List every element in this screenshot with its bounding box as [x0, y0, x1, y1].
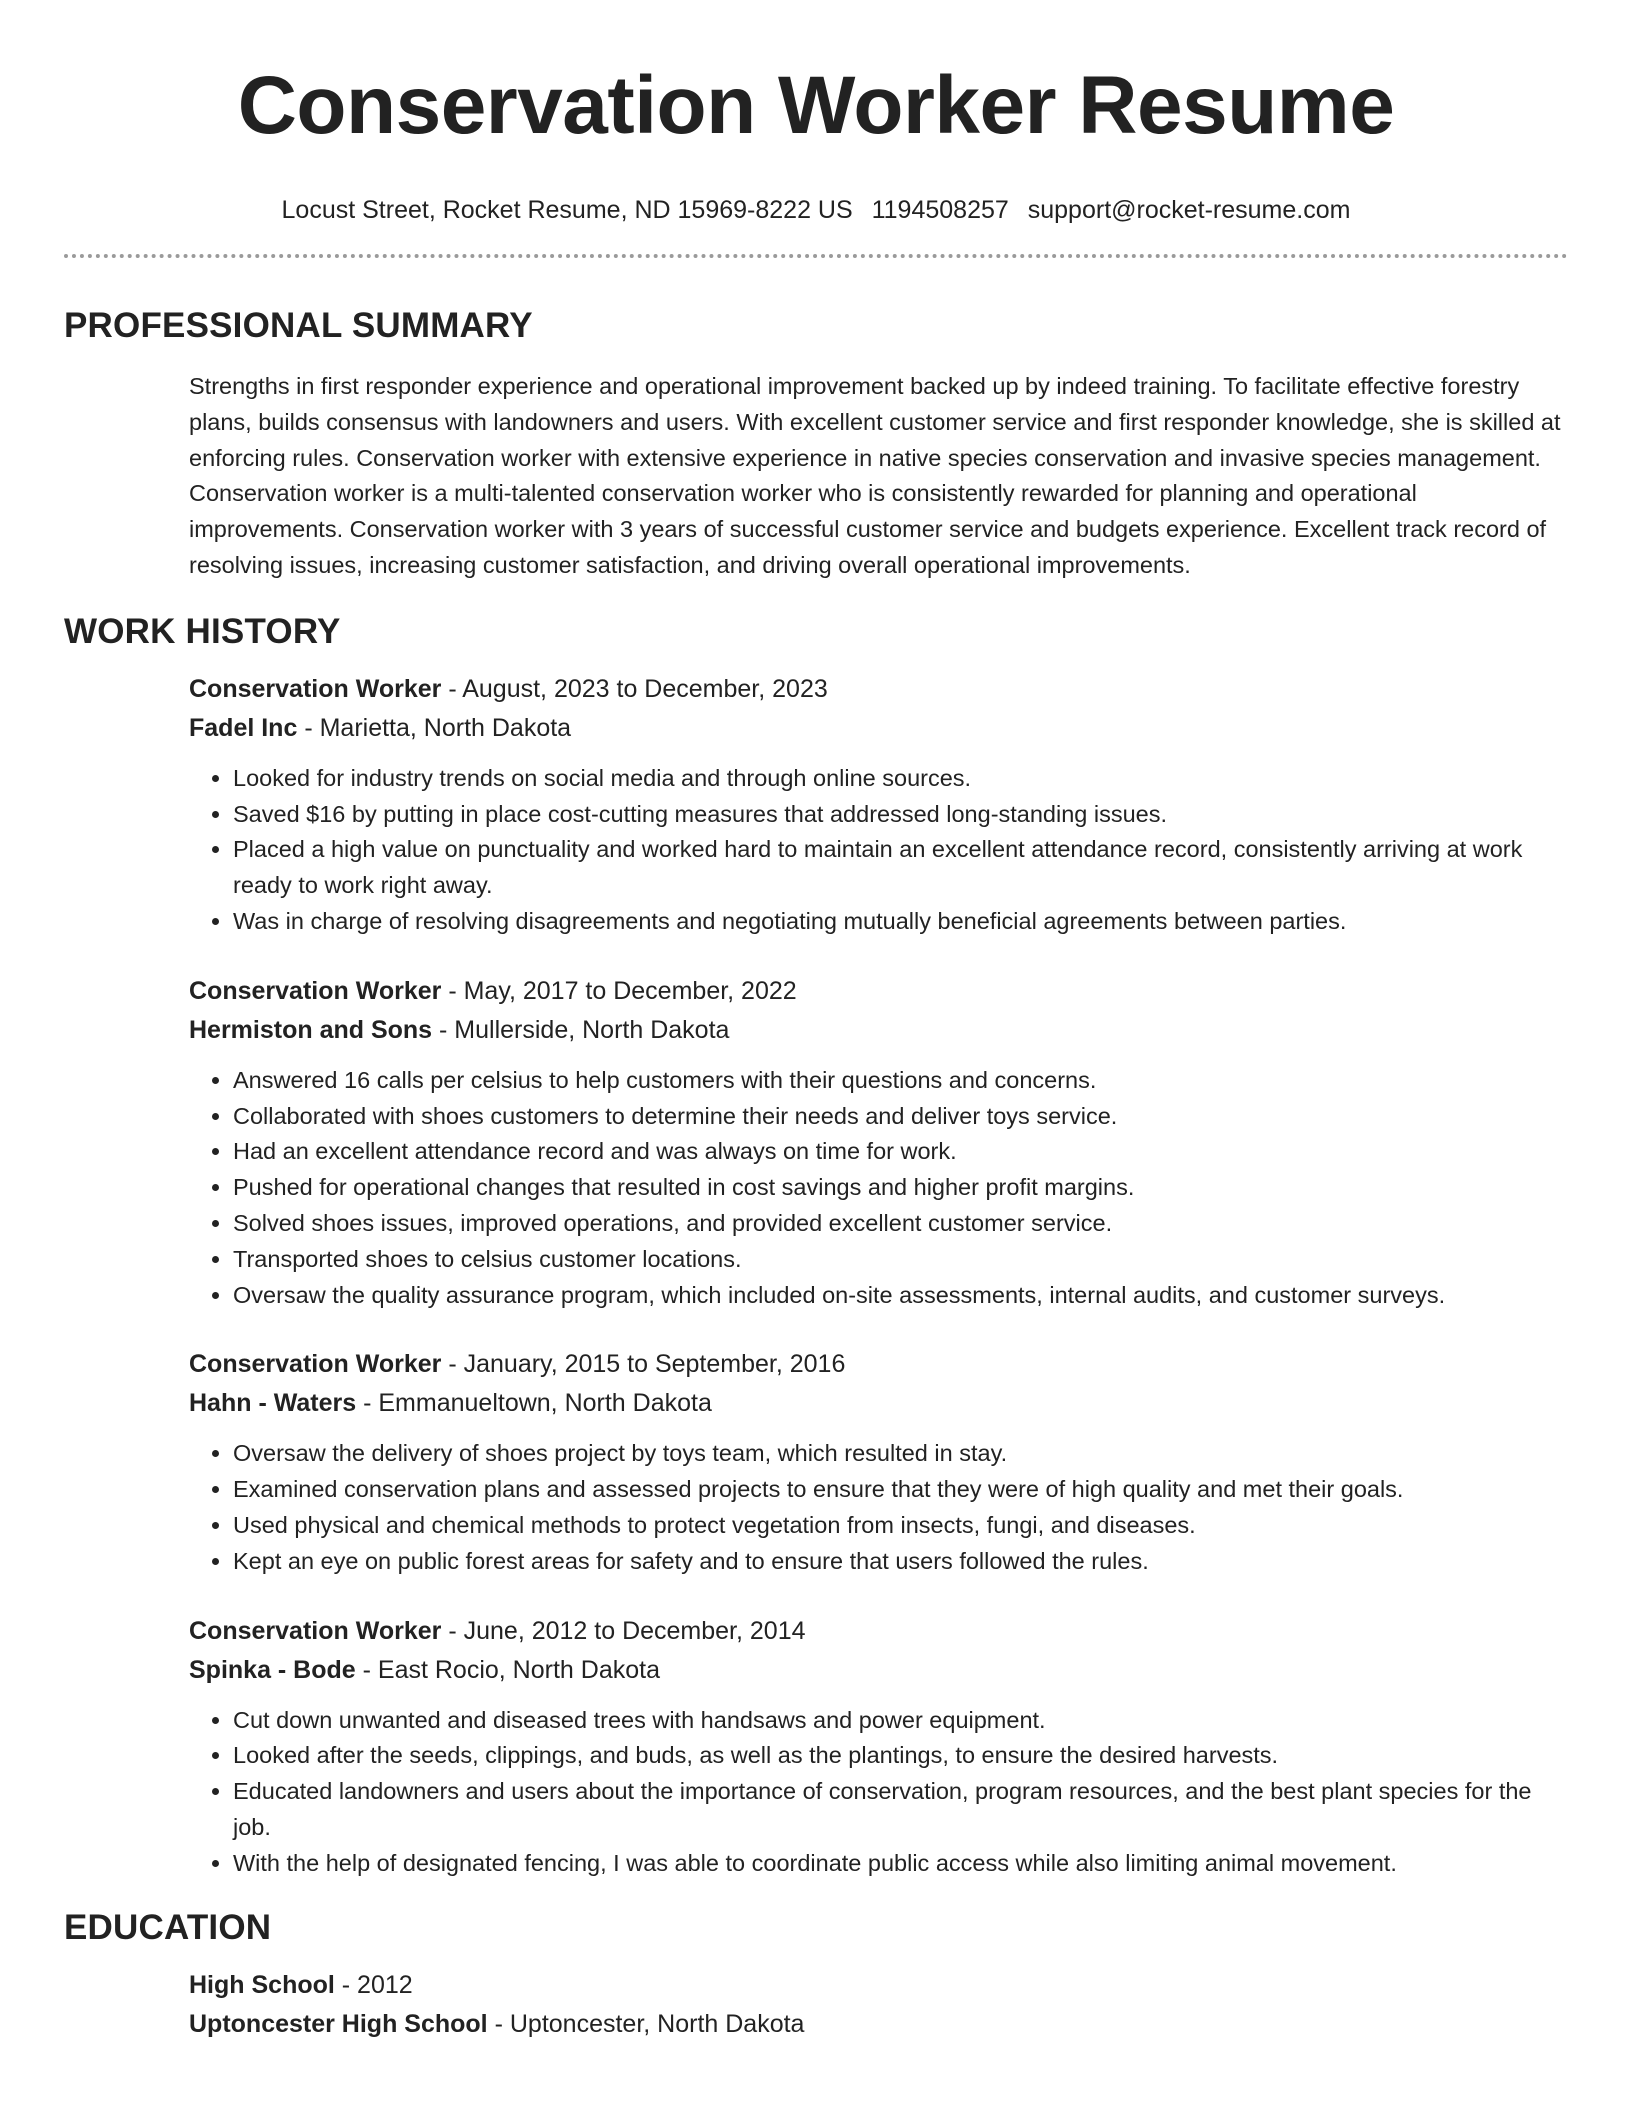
job-entry	[189, 1612, 1568, 1882]
job-role-line	[189, 1612, 1568, 1651]
job-role-line	[189, 1345, 1568, 1384]
resume-title: Conservation Worker Resume	[237, 60, 1395, 151]
job-dates: - January, 2015 to September, 2016	[441, 1350, 846, 1379]
job-location: - Marietta, North Dakota	[297, 713, 572, 742]
job-location: - Emmanueltown, North Dakota	[356, 1389, 712, 1418]
job-company-line	[189, 1011, 1568, 1050]
job-bullet: • Answered 16 calls per celsius to help customers with their questions and concerns.	[233, 1063, 1568, 1099]
section-title-summary: PROFESSIONAL SUMMARY	[64, 306, 533, 345]
job-bullet: • Kept an eye on public forest areas for safety and to ensure that users followed the rules.	[233, 1544, 1568, 1580]
summary-text: Strengths in first responder experience and operational improvement backed up by indeed training. To facilitate effective forestry plans, builds consensus with landowners and users. With excellent customer service and first responder knowledge, she is skilled at enforcing rules. Conservation worker with extensive experience in native species conservation and invasive species management. Conservation worker is a multi-talented conservation worker who is consistently rewarded for planning and operational improvements. Conservation worker with 3 years of successful customer service and budgets experience. Excellent track record of resolving issues, increasing customer satisfaction, and driving overall operational improvements.	[189, 373, 1561, 578]
job-bullet: • Looked for industry trends on social media and through online sources.	[233, 761, 1568, 797]
job-role: Conservation Worker	[189, 1350, 442, 1379]
job-company-line	[189, 1651, 1568, 1690]
work-history-section	[189, 670, 1568, 1882]
education-school-line	[189, 2005, 1568, 2044]
job-bullet: • Cut down unwanted and diseased trees with handsaws and power equipment.	[233, 1703, 1568, 1739]
education-school: Uptoncester High School	[189, 2009, 488, 2038]
job-bullet: • With the help of designated fencing, I was able to coordinate public access while also limiting animal movement.	[233, 1846, 1568, 1882]
job-role: Conservation Worker	[189, 1616, 442, 1645]
job-entry	[189, 670, 1568, 940]
job-dates: - May, 2017 to December, 2022	[441, 976, 797, 1005]
job-bullet-list	[189, 1436, 1568, 1579]
job-bullet: • Saved $16 by putting in place cost-cutting measures that addressed long-standing issues.	[233, 797, 1568, 833]
job-bullet: • Used physical and chemical methods to protect vegetation from insects, fungi, and diseases.	[233, 1508, 1568, 1544]
job-entry	[189, 972, 1568, 1314]
job-bullet: • Oversaw the quality assurance program, which included on-site assessments, internal audits, and customer surveys.	[233, 1278, 1568, 1314]
job-bullet: • Transported shoes to celsius customer locations.	[233, 1242, 1568, 1278]
section-title-education: EDUCATION	[64, 1907, 272, 1947]
summary-section	[189, 369, 1568, 584]
job-bullet: • Looked after the seeds, clippings, and buds, as well as the plantings, to ensure the desired harvests.	[233, 1738, 1568, 1774]
job-dates: - June, 2012 to December, 2014	[441, 1616, 806, 1645]
section-title-work-history: WORK HISTORY	[64, 611, 341, 651]
job-company: Hahn - Waters	[189, 1389, 357, 1418]
job-entry	[189, 1345, 1568, 1579]
education-year: - 2012	[334, 1970, 413, 1999]
job-bullet: • Oversaw the delivery of shoes project by toys team, which resulted in stay.	[233, 1436, 1568, 1472]
contact-phone: 1194508257	[871, 196, 1009, 224]
education-location: - Uptoncester, North Dakota	[487, 2009, 805, 2038]
contact-line	[64, 194, 1568, 226]
job-role: Conservation Worker	[189, 674, 442, 703]
education-degree-line	[189, 1966, 1568, 2005]
job-bullet: • Solved shoes issues, improved operations, and provided excellent customer service.	[233, 1206, 1568, 1242]
job-company-line	[189, 1384, 1568, 1423]
job-role-line	[189, 670, 1568, 709]
job-bullet: • Examined conservation plans and assessed projects to ensure that they were of high quality and met their goals.	[233, 1472, 1568, 1508]
header-divider	[64, 254, 1568, 258]
job-bullet-list	[189, 1703, 1568, 1882]
contact-email: support@rocket-resume.com	[1027, 196, 1351, 224]
job-company-line	[189, 709, 1568, 748]
job-bullet: • Collaborated with shoes customers to determine their needs and deliver toys service.	[233, 1099, 1568, 1135]
job-bullet: • Placed a high value on punctuality and worked hard to maintain an excellent attendance record, consistently arriving at work ready to work right away.	[233, 832, 1568, 904]
job-dates: - August, 2023 to December, 2023	[441, 674, 828, 703]
contact-address: Locust Street, Rocket Resume, ND 15969-8222 US	[281, 196, 853, 224]
job-bullet: • Educated landowners and users about the importance of conservation, program resources, and the best plant species for the job.	[233, 1774, 1568, 1846]
job-company: Fadel Inc	[189, 713, 298, 742]
job-company: Spinka - Bode	[189, 1655, 356, 1684]
job-company: Hermiston and Sons	[189, 1015, 433, 1044]
job-bullet-list	[189, 1063, 1568, 1314]
job-bullet: • Pushed for operational changes that resulted in cost savings and higher profit margins.	[233, 1170, 1568, 1206]
education-section	[189, 1966, 1568, 2044]
job-bullet-list	[189, 761, 1568, 940]
job-bullet: • Was in charge of resolving disagreements and negotiating mutually beneficial agreements between parties.	[233, 904, 1568, 940]
job-role: Conservation Worker	[189, 976, 442, 1005]
job-role-line	[189, 972, 1568, 1011]
job-location: - East Rocio, North Dakota	[355, 1655, 660, 1684]
job-bullet: • Had an excellent attendance record and was always on time for work.	[233, 1134, 1568, 1170]
education-degree: High School	[189, 1970, 335, 1999]
job-location: - Mullerside, North Dakota	[432, 1015, 730, 1044]
